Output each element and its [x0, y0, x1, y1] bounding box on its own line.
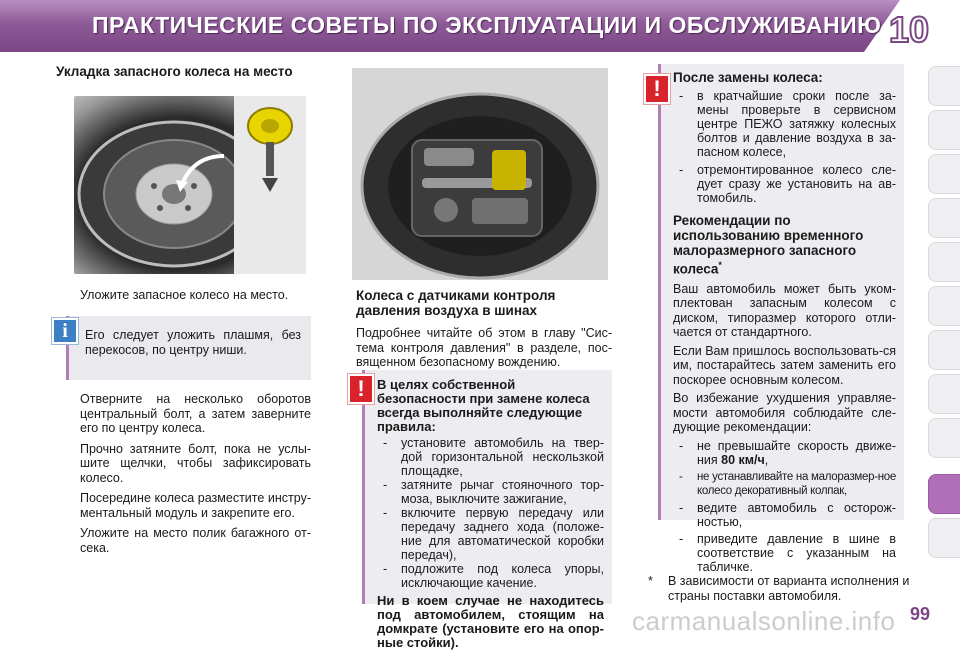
- recommendation-text: Во избежание ухудшения управляе-мости автомобиля соблюдайте сле-дующие рекомендации:: [673, 391, 896, 434]
- list-item-text: не превышайте скорость движе-ния: [697, 438, 896, 467]
- left-bullet-block: [56, 288, 311, 303]
- footnote-text: В зависимости от варианта исполнения и страны поставки автомобиля.: [668, 574, 910, 603]
- warning-heading: В целях собственной безопасности при замене колеса всегда выполняйте следующие правила:: [377, 377, 590, 434]
- page-title: ПРАКТИЧЕСКИЕ СОВЕТЫ ПО ЭКСПЛУАТАЦИИ И ОБСЛУЖИВАНИЮ: [92, 12, 882, 38]
- warning-item: [377, 478, 604, 506]
- chapter-tab[interactable]: [928, 66, 960, 106]
- list-item-text: ведите автомобиль с осторож-ностью,: [697, 500, 896, 529]
- list-item-text: не устанавливайте на малоразмер-ное колесо декоративный колпак,: [697, 470, 896, 497]
- warning-box: [362, 370, 612, 650]
- instruction-text: Уложите запасное колесо на место.: [80, 288, 289, 302]
- chapter-badge: [878, 8, 940, 52]
- instruction-text: Отверните на несколько оборотов центральный болт, а затем заверните его по центру колеса.: [80, 392, 311, 435]
- info-box: [66, 316, 311, 380]
- recommendation-text: Если Вам пришлось воспользовать-ся им, постарайтесь затем заменить его поскорее основным колесом.: [673, 343, 896, 387]
- list-item-text: отремонтированное колесо сле-дует сразу же установить на ав-томобиль.: [697, 163, 896, 205]
- recommendation-list: [673, 439, 896, 574]
- warning-list: [377, 436, 604, 590]
- left-column: [56, 64, 311, 79]
- list-item: [673, 532, 896, 574]
- chapter-tab[interactable]: [928, 242, 960, 282]
- instruction-item: [56, 491, 311, 520]
- dash-symbol: -: [679, 500, 684, 515]
- page-header: [0, 0, 960, 60]
- tool-kit-illustration: [352, 68, 608, 280]
- instruction-text: Прочно затяните болт, пока не услы-шите щелчки, чтобы зафиксировать колесо.: [80, 441, 311, 485]
- chapter-tab[interactable]: [928, 330, 960, 370]
- footnote-mark: *: [648, 574, 653, 588]
- instruction-text: Уложите на место полик багажного от-сека.: [80, 526, 311, 555]
- chapter-tab[interactable]: [928, 286, 960, 326]
- dash-symbol: -: [383, 436, 388, 450]
- page-number: 99: [910, 604, 931, 624]
- dash-symbol: -: [679, 470, 683, 483]
- recommendation-text: Ваш автомобиль может быть уком-плектован запасным колесом с диском, типоразмер которого отли-чается от стандартного.: [673, 281, 896, 339]
- section-heading: Колеса с датчиками контроля давления воздуха в шинах: [356, 288, 556, 318]
- chapter-tab[interactable]: [928, 518, 960, 558]
- instruction-item: [56, 288, 311, 303]
- chapter-tab-active[interactable]: [928, 474, 960, 514]
- chapter-tab[interactable]: [928, 374, 960, 414]
- warning-item-text: включите первую передачу или передачу заднего хода (положе-ние для автоматической коробки передач),: [401, 506, 604, 562]
- section-heading: Укладка запасного колеса на место: [56, 64, 293, 79]
- spare-wheel-illustration: [74, 96, 306, 274]
- chapter-tabs: [928, 66, 960, 606]
- dash-symbol: -: [679, 89, 684, 103]
- spare-wheel-photo: [74, 96, 306, 274]
- list-item-text: в кратчайшие сроки после за-мены проверьте в сервисном центре ПЕЖО затяжку колесных болтов и давление воздуха в за-пасном колесе,: [697, 89, 896, 159]
- chapter-tab[interactable]: [928, 418, 960, 458]
- warning-item-text: подложите под колеса упоры, исключающие качение.: [401, 562, 604, 590]
- tool-kit-photo: [352, 68, 608, 280]
- dash-symbol: -: [679, 531, 684, 546]
- right-warning-box: [658, 64, 904, 574]
- dash-symbol: -: [679, 163, 684, 177]
- chapter-tab[interactable]: [928, 110, 960, 150]
- warning-item-text: затяните рычаг стояночного тор-моза, выключите зажигание,: [401, 478, 604, 506]
- list-item-text: приведите давление в шине в соответствие с указанным на табличке.: [697, 531, 896, 574]
- dash-symbol: -: [383, 506, 388, 520]
- chapter-number: 10: [888, 9, 930, 50]
- spare-wheel-heading-text: Рекомендации по использованию временного малоразмерного запасного колеса: [673, 213, 864, 277]
- list-item: [673, 439, 896, 467]
- info-text: Его следует уложить плашмя, без перекосов, по центру ниши.: [85, 328, 301, 357]
- list-item: [673, 501, 896, 529]
- footnote: [648, 574, 910, 603]
- info-icon: i: [52, 318, 78, 344]
- watermark: carmanualsonline.info: [632, 606, 896, 636]
- after-replacement-heading: После замены колеса:: [673, 70, 823, 85]
- warning-footer: Ни в коем случае не находитесь под автомобилем, стоящим на домкрате (установите его на опор-ные стойки).: [377, 593, 604, 650]
- left-steps: [56, 392, 311, 555]
- middle-column: [356, 288, 612, 370]
- list-item: [673, 470, 896, 498]
- footnote-mark: *: [718, 260, 722, 270]
- warning-item: [377, 562, 604, 590]
- dash-symbol: -: [383, 562, 388, 576]
- section-text: Подробнее читайте об этом в главу "Сис-тема контроля давления" в разделе, пос-вященном безопасному вождению.: [356, 326, 612, 369]
- list-item-punct: ,: [764, 452, 769, 467]
- list-item: [673, 163, 896, 205]
- warning-item: [377, 436, 604, 478]
- list-item: [673, 89, 896, 159]
- chapter-tab[interactable]: [928, 198, 960, 238]
- instruction-item: [56, 392, 311, 436]
- instruction-item: [56, 442, 311, 486]
- dash-symbol: -: [679, 438, 684, 453]
- instruction-item: [56, 526, 311, 555]
- warning-icon: !: [644, 74, 670, 104]
- instruction-text: Посередине колеса разместите инстру-ментальный модуль и закрепите его.: [80, 491, 311, 520]
- warning-icon: !: [348, 374, 374, 404]
- chapter-tab[interactable]: [928, 154, 960, 194]
- speed-limit: 80 км/ч: [721, 452, 765, 467]
- dash-symbol: -: [383, 478, 388, 492]
- warning-item: [377, 506, 604, 562]
- spare-wheel-heading: [673, 213, 896, 277]
- warning-item-text: установите автомобиль на твер-дой горизонтальной нескользкой площадке,: [401, 436, 604, 478]
- after-replacement-list: [673, 89, 896, 205]
